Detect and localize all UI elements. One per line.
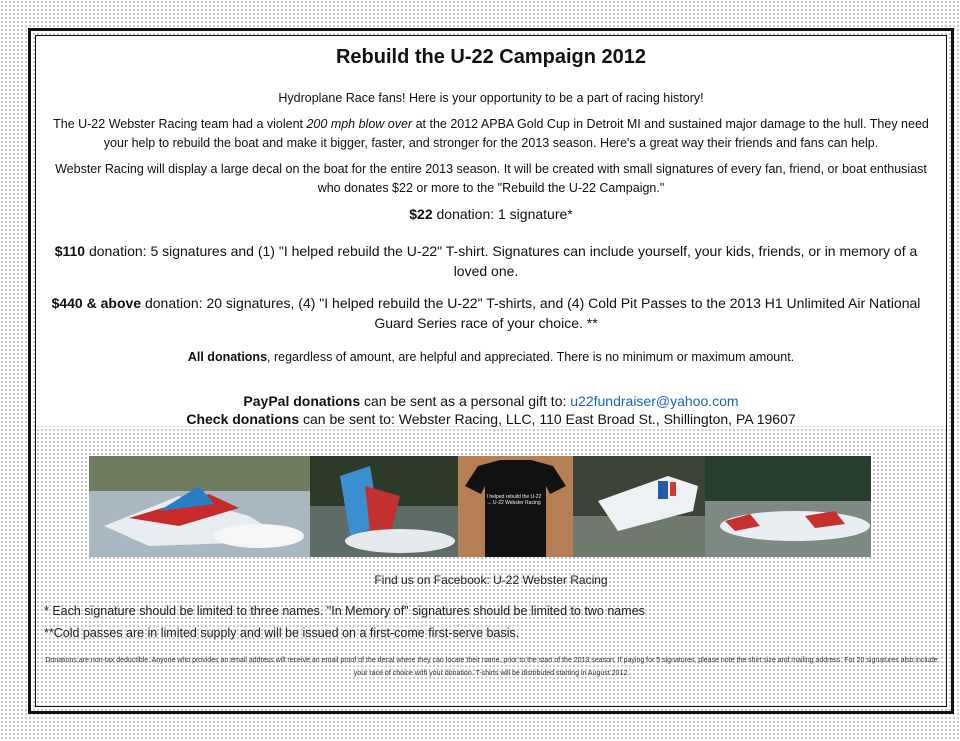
paypal-text: can be sent as a personal gift to: [360, 393, 571, 409]
photo-damaged-hull-art [573, 456, 705, 557]
tier-110 [46, 241, 926, 281]
photo-boat-crash-2 [310, 456, 458, 557]
story-paragraph [46, 115, 936, 153]
all-donations-text: , regardless of amount, are helpful and appreciated. There is no minimum or maximum amount. [267, 350, 795, 364]
check-lead: Check donations [186, 411, 300, 427]
photo-boat-crash-1 [89, 456, 310, 557]
photo-boat-spray-art [705, 456, 871, 557]
footnote-cold-passes: **Cold passes are in limited supply and will be issued on a first-come first-serve basis. [44, 626, 520, 640]
photo-boat-crash-2-art [310, 456, 458, 557]
paypal-email-link[interactable]: u22fundraiser@yahoo.com [570, 393, 739, 409]
photo-boat-spray [705, 456, 871, 557]
tier-110-amount: $110 [54, 243, 86, 259]
fine-print: Donations are non-tax deductible. Anyone who provides an email address will receive an email proof of the decal where they can locate their name, prior to the start of the 2013 season. If paying for 5 signatures, please note the shirt size and mailing address. For 20 signatures also include your race of choice with your donation. T-shirts will be distributed starting in August 2012. [45, 657, 938, 677]
tier-22-text: donation: 1 signature* [432, 206, 573, 222]
tier-440 [46, 293, 926, 333]
footnote-signatures: * Each signature should be limited to three names. "In Memory of" signatures should be limited to two names [44, 604, 645, 618]
all-donations-note [46, 348, 936, 367]
check-line [46, 409, 936, 429]
facebook-line: Find us on Facebook: U-22 Webster Racing [374, 573, 608, 587]
intro-text: Hydroplane Race fans! Here is your opportunity to be a part of racing history! [278, 91, 704, 105]
tier-22-amount: $22 [409, 206, 433, 222]
photo-tshirt-art [458, 456, 573, 557]
photo-tshirt [458, 456, 573, 557]
tier-110-text: donation: 5 signatures and (1) "I helped rebuild the U-22" T-shirt. Signatures can include yourself, your kids, friends, or in memory of a loved one. [85, 243, 918, 279]
story-after: at the 2012 APBA Gold Cup in Detroit MI and sustained major damage to the hull. They need your help to rebuild the boat and make it bigger, faster, and stronger for the 2013 season. Here's a great way their friends and fans can help. [103, 117, 929, 150]
photo-strip [89, 456, 871, 557]
story-before: The U-22 Webster Racing team had a violent [53, 117, 307, 131]
check-text: can be sent to: Webster Racing, LLC, 110 East Broad St., Shillington, PA 19607 [299, 411, 796, 427]
tier-440-amount: $440 & above [51, 295, 142, 311]
tier-22 [46, 204, 936, 224]
tier-440-text: donation: 20 signatures, (4) "I helped rebuild the U-22" T-shirts, and (4) Cold Pit Passes to the 2013 H1 Unlimited Air National Guard Series race of your choice. ** [141, 295, 921, 331]
photo-boat-crash-1-art [89, 456, 310, 557]
paypal-line [46, 391, 936, 411]
page-title: Rebuild the U-22 Campaign 2012 [335, 46, 647, 68]
story-emphasis: 200 mph blow over [306, 117, 413, 131]
tshirt-print-text: I helped rebuild the U-22 ... U-22 Webster Racing [486, 494, 542, 506]
decal-paragraph: Webster Racing will display a large decal on the boat for the entire 2013 season. It will be created with small signatures of every fan, friend, or boat enthusiast who donates $22 or more to the "Rebuild the U-22 Campaign." [55, 162, 927, 195]
photo-damaged-hull [573, 456, 705, 557]
all-donations-lead: All donations [187, 350, 268, 364]
paypal-lead: PayPal donations [243, 393, 361, 409]
